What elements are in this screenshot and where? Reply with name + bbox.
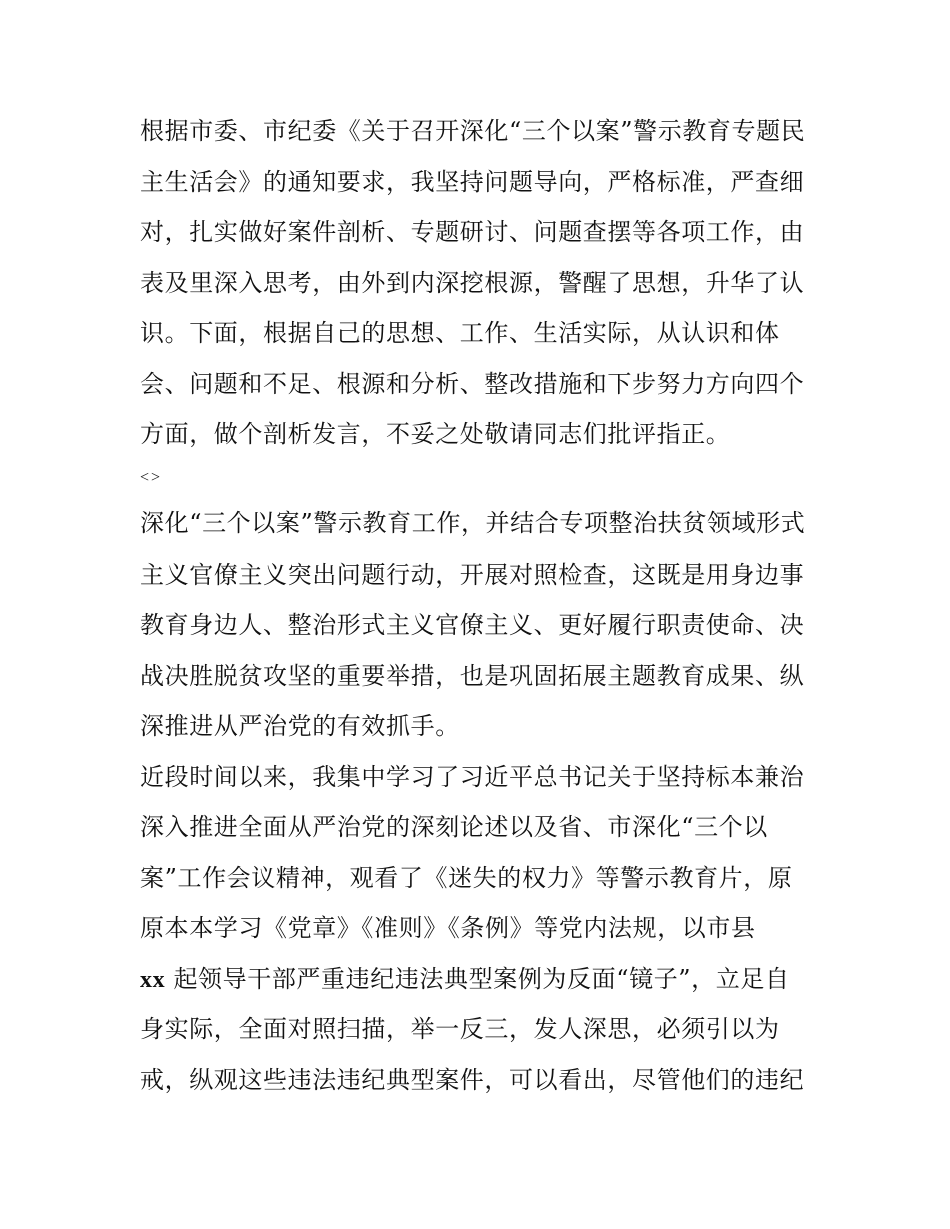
text-line-13: 深推进从严治党的有效抓手。	[140, 712, 460, 740]
text-line-17: 原本本学习《党章》《准则》《条例》等党内法规，以市县	[140, 914, 756, 942]
text-line-6: 会、问题和不足、根源和分析、整改措施和下步努力方向四个	[140, 369, 805, 398]
text-line-15: 深入推进全面从严治党的深刻论述以及省、市深化“三个以	[140, 813, 768, 841]
text-line-19: 身实际，全面对照扫描，举一反三，发人深思，必须引以为	[140, 1015, 780, 1043]
text-line-7: 方面，做个剖析发言，不妥之处敬请同志们批评指正。	[140, 420, 731, 448]
document-body	[140, 106, 815, 1105]
text-line-2: 主生活会》的通知要求，我坚持问题导向，严格标准，严查细	[140, 167, 805, 196]
text-line-1: 根据市委、市纪委《关于召开深化“三个以案”警示教育专题民	[140, 117, 806, 145]
text-line-20: 戒，纵观这些违法违纪典型案件，可以看出，尽管他们的违纪	[140, 1065, 805, 1094]
text-line-9: 深化“三个以案”警示教育工作，并结合专项整治扶贫领域形式	[140, 508, 806, 537]
text-line-12: 战决胜脱贫攻坚的重要举措，也是巩固拓展主题教育成果、纵	[140, 661, 805, 690]
text-line-11: 教育身边人、整治形式主义官僚主义、更好履行职责使命、决	[140, 611, 805, 639]
text-line-14: 近段时间以来，我集中学习了习近平总书记关于坚持标本兼治	[140, 762, 805, 791]
section-marker: <>	[140, 468, 163, 486]
text-line-5: 识。下面，根据自己的思想、工作、生活实际，从认识和体	[140, 319, 780, 347]
text-line-10: 主义官僚主义突出问题行动，开展对照检查，这既是用身边事	[140, 560, 805, 589]
text-line-4: 表及里深入思考，由外到内深挖根源，警醒了思想，升华了认	[140, 268, 805, 297]
text-line-18	[140, 954, 815, 1005]
placeholder-count: xx	[140, 966, 166, 993]
text-line-16: 案”工作会议精神，观看了《迷失的权力》等警示教育片，原	[140, 863, 793, 892]
text-line-18-rest: 起领导干部严重违纪违法典型案例为反面“镜子”，立足自	[173, 964, 790, 993]
text-line-3: 对，扎实做好案件剖析、专题研讨、问题查摆等各项工作，由	[140, 218, 805, 246]
